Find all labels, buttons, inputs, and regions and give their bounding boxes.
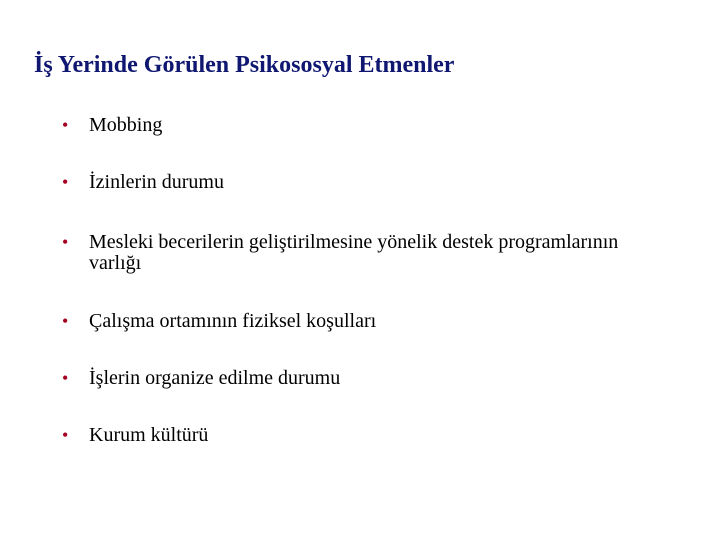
bullet-item-izinler [62,172,662,193]
bullet-item-mesleki-beceriler [62,232,662,274]
bullet-icon: • [62,172,69,192]
bullet-icon: • [62,115,69,135]
bullet-text: İzinlerin durumu [89,171,224,193]
bullet-item-organizasyon [62,368,662,389]
bullet-text: Çalışma ortamının fiziksel koşulları [89,310,377,332]
bullet-text: Mobbing [89,114,163,136]
slide-title: İş Yerinde Görülen Psikososyal Etmenler [34,52,455,78]
bullet-text: İşlerin organize edilme durumu [89,367,341,389]
bullet-item-kurum-kulturu [62,425,662,446]
bullet-icon: • [62,311,69,331]
bullet-item-mobbing [62,115,662,136]
bullet-icon: • [62,425,69,445]
bullet-icon: • [62,368,69,388]
bullet-item-fiziksel-kosullar [62,311,662,332]
bullet-text: Kurum kültürü [89,424,209,446]
bullet-text: Mesleki becerilerin geliştirilmesine yönelik destek programlarının varlığı [89,231,619,274]
bullet-icon: • [62,232,69,252]
